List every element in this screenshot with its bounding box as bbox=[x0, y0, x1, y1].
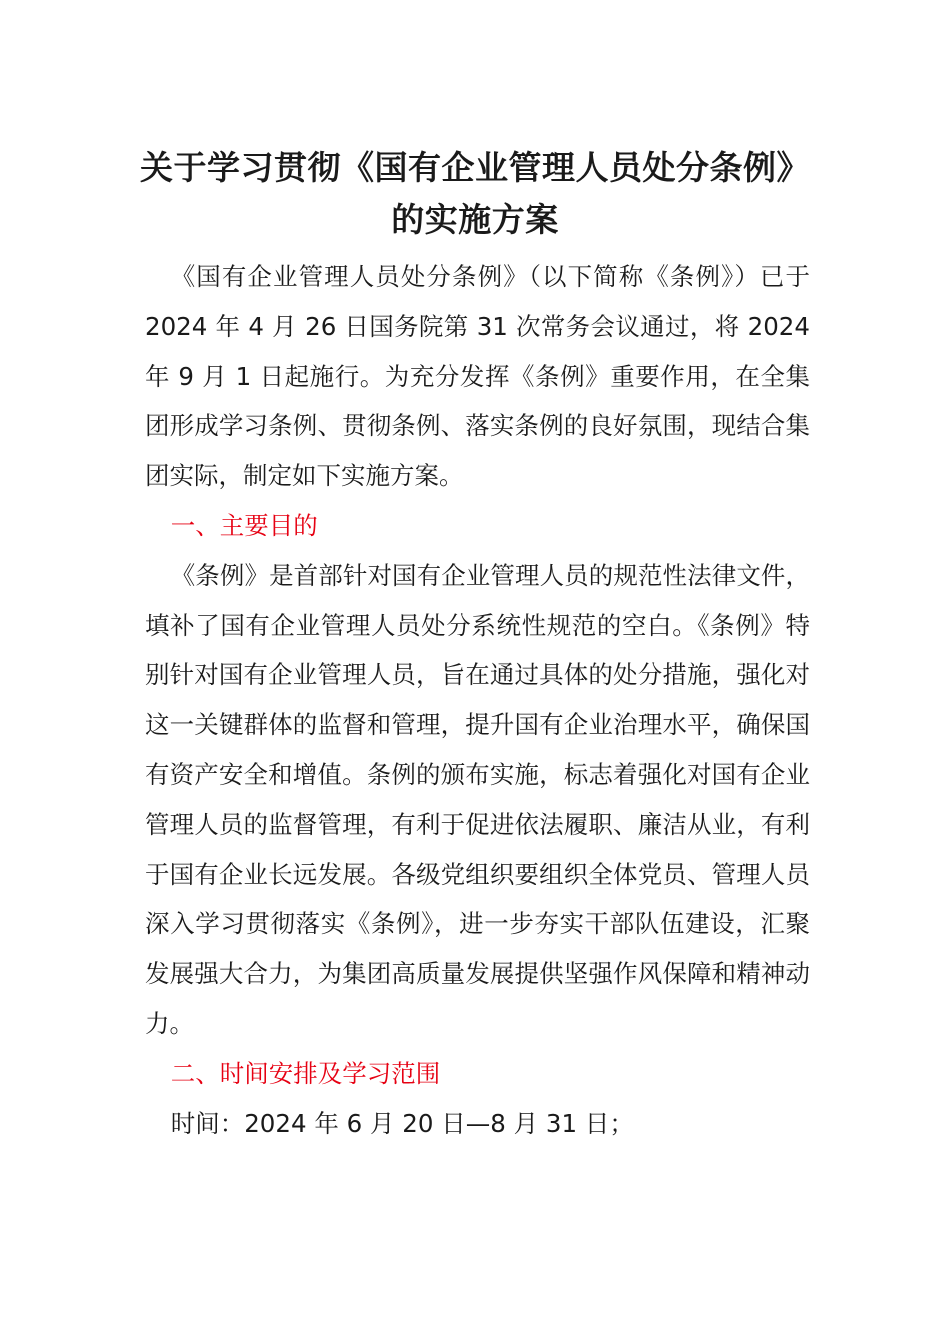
intro-paragraph: 《国有企业管理人员处分条例》（以下简称《条例》）已于 2024 年 4 月 26 日国务院第 31 次常务会议通过，将 2024 年 9 月 1 日起施行。为充分发挥《条例》重要作用，在全集团形成学习条例、贯彻条例、落实条例的良好氛围，现结合集团实际，制定如下实施方案。 bbox=[145, 262, 810, 491]
section-heading-2: 二、时间安排及学习范围 bbox=[170, 1058, 441, 1088]
time-line: 时间：2024 年 6 月 20 日—8 月 31 日； bbox=[170, 1108, 634, 1138]
document-title: 关于学习贯彻《国有企业管理人员处分条例》的实施方案 bbox=[140, 148, 810, 239]
document-body bbox=[145, 252, 810, 1148]
section-heading-1: 一、主要目的 bbox=[170, 510, 318, 540]
section-1-paragraph: 《条例》是首部针对国有企业管理人员的规范性法律文件，填补了国有企业管理人员处分系统性规范的空白。《条例》特别针对国有企业管理人员，旨在通过具体的处分措施，强化对这一关键群体的监督和管理，提升国有企业治理水平，确保国有资产安全和增值。条例的颁布实施，标志着强化对国有企业管理人员的监督管理，有利于促进依法履职、廉洁从业，有利于国有企业长远发展。各级党组织要组织全体党员、管理人员深入学习贯彻落实《条例》，进一步夯实干部队伍建设，汇聚发展强大合力，为集团高质量发展提供坚强作风保障和精神动力。 bbox=[145, 560, 810, 1038]
